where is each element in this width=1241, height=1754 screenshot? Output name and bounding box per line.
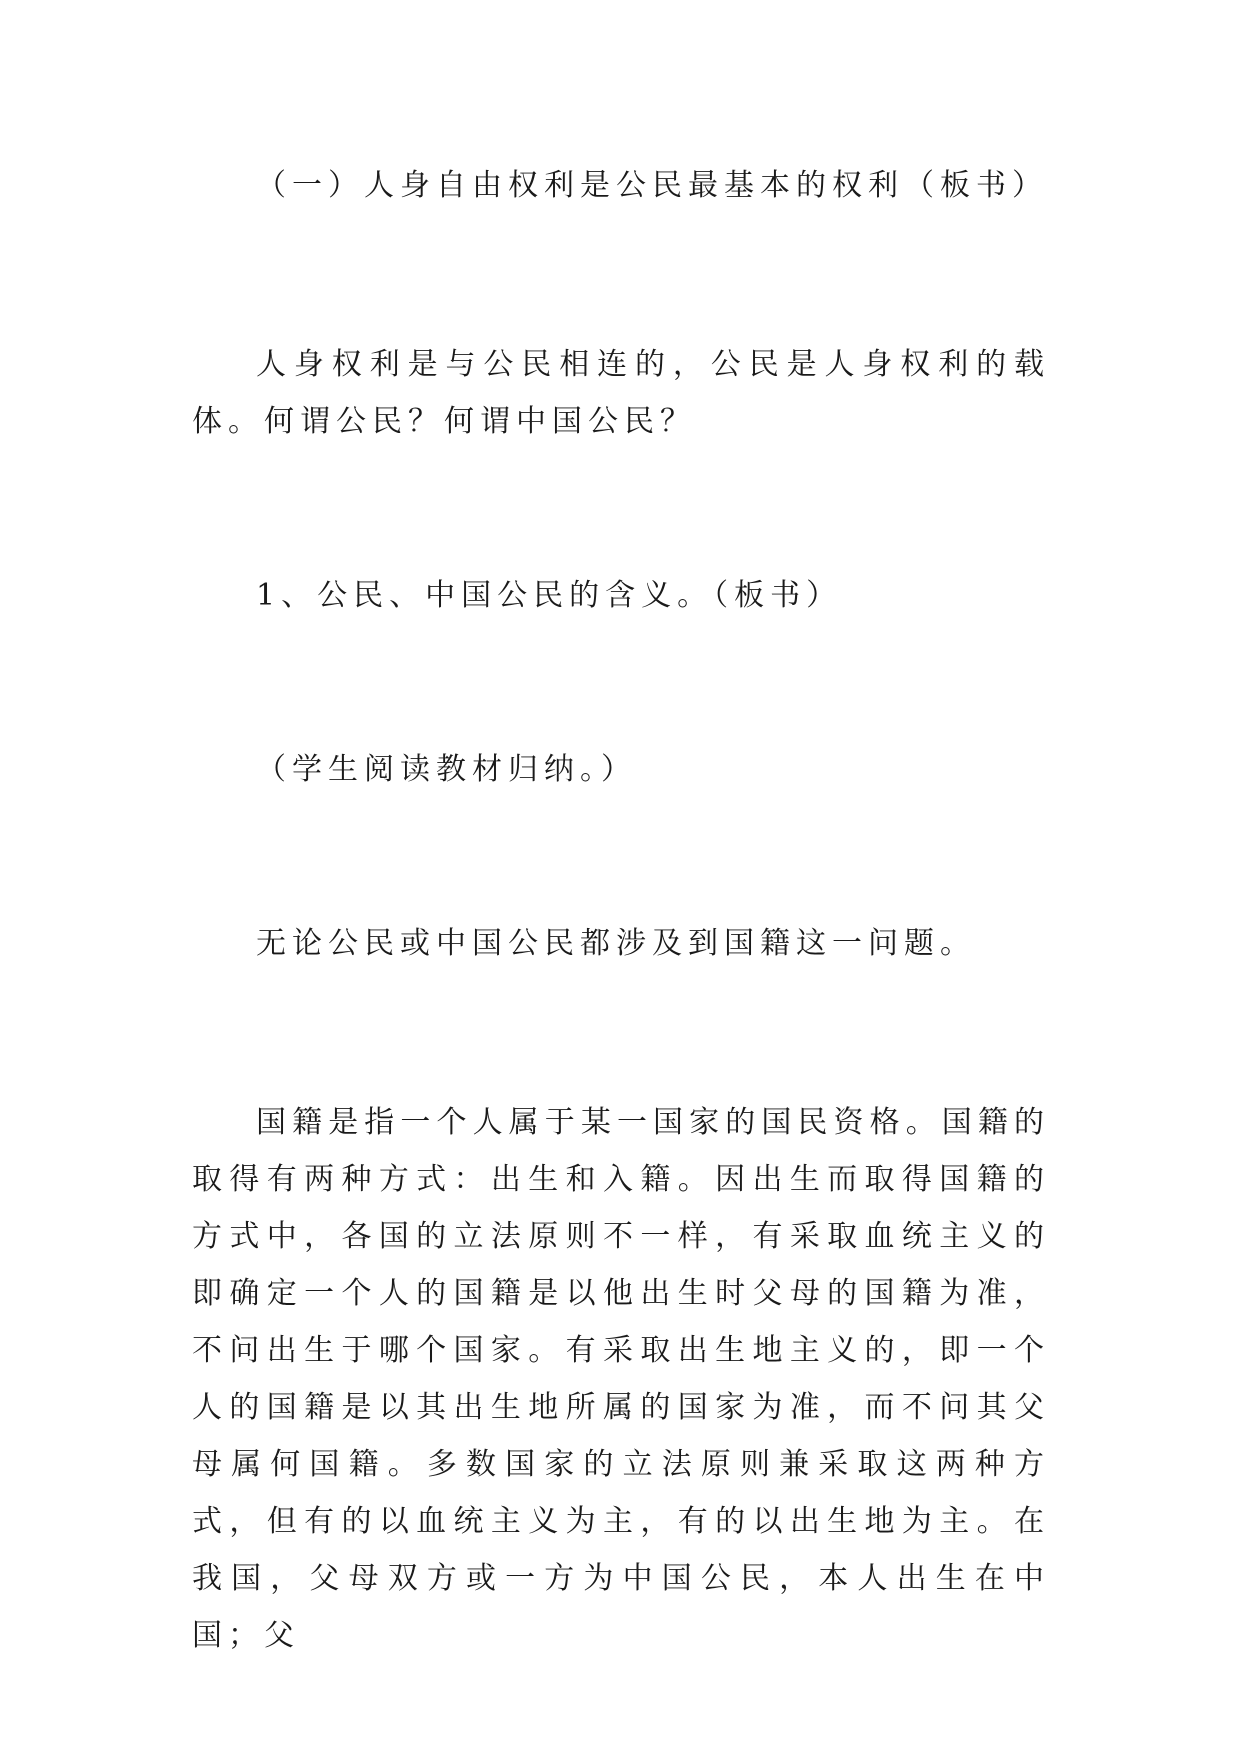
nationality-body-paragraph: 国籍是指一个人属于某一国家的国民资格。国籍的取得有两种方式：出生和入籍。因出生而取得国籍的方式中，各国的立法原则不一样，有采取血统主义的即确定一个人的国籍是以他出生时父母的国籍为准，不问出生于哪个国家。有采取出生地主义的，即一个人的国籍是以其出生地所属的国家为准，而不问其父母属何国籍。多数国家的立法原则兼采取这两种方式，但有的以血统主义为主，有的以出生地为主。在我国，父母双方或一方为中国公民，本人出生在中国；父 — [192, 1105, 1050, 1653]
subsection-heading-1: 1、公民、中国公民的含义。（板书） — [256, 578, 843, 613]
section-heading: （一）人身自由权利是公民最基本的权利（板书） — [256, 168, 1048, 203]
student-note: （学生阅读教材归纳。） — [256, 752, 637, 787]
nationality-issue-paragraph: 无论公民或中国公民都涉及到国籍这一问题。 — [256, 926, 976, 961]
intro-paragraph: 人身权利是与公民相连的，公民是人身权利的载体。何谓公民？何谓中国公民？ — [192, 347, 1050, 439]
